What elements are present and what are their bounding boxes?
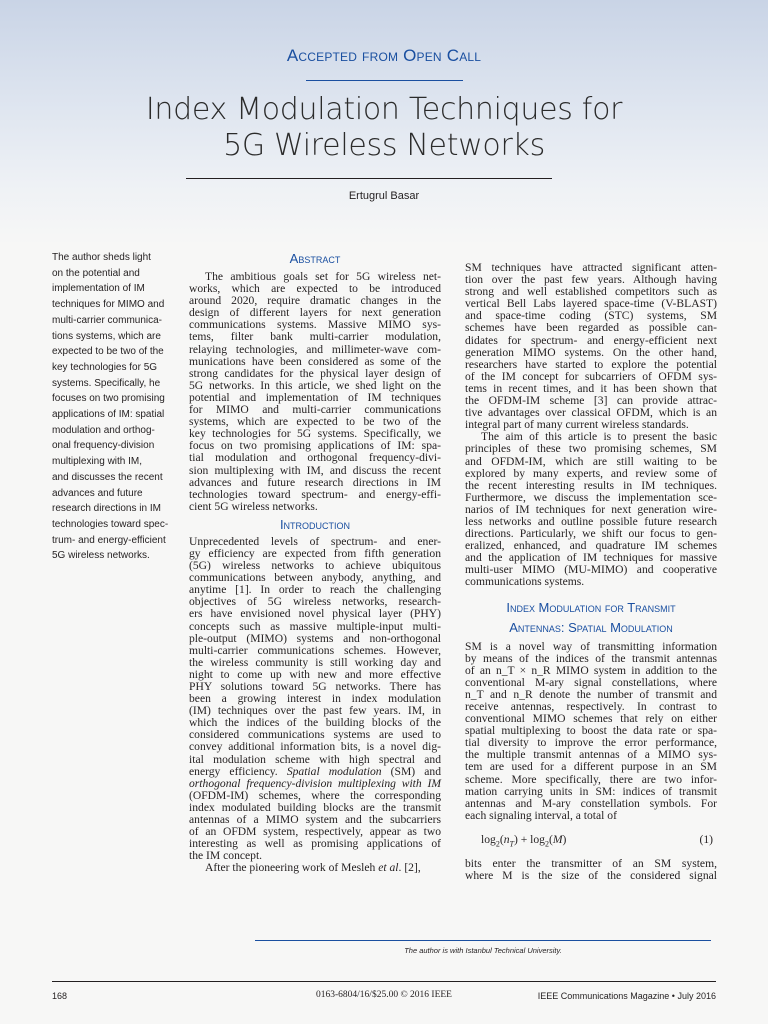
- text-line: communications systems.: [465, 575, 585, 589]
- sm-paragraph: [465, 641, 717, 822]
- text-line: researchers have started to explore the potential: [465, 357, 717, 371]
- text-line: SM is a novel way of transmitting information: [465, 639, 717, 653]
- text-line: for MIMO and multi-carrier communications: [189, 403, 441, 417]
- sidebar-summary: [52, 250, 170, 564]
- text-line: advances and future research directions in IM: [189, 475, 441, 489]
- text-line: considered communications systems are used to: [189, 728, 441, 742]
- text-line: of an n_T × n_R MIMO system in addition to the: [465, 663, 717, 677]
- text-line: tions systems, which are: [52, 330, 161, 342]
- text-line: the OFDM-IM scheme [3] can provide attrac-: [465, 394, 717, 408]
- text-line: mation carrying units in SM: indices of transmit: [465, 784, 717, 798]
- text-line: n_T and n_R denote the number of transmit and: [465, 687, 717, 701]
- text-line: been a growing interest in index modulation: [189, 692, 441, 706]
- text-line: research directions in IM: [52, 503, 161, 515]
- text-line: modulation and orthog-: [52, 424, 155, 436]
- right-paragraph-1: [465, 262, 717, 431]
- text-line: technologies toward spectrum- and energy-effi-: [189, 487, 441, 501]
- text-line: ple-output (MIMO) systems and non-orthogonal: [189, 631, 441, 645]
- after-equation-paragraph: [465, 858, 717, 882]
- text-line: tion over the past few years. Although having: [465, 273, 717, 287]
- text-line: of the IM concept for subcarriers of OFDM sys-: [465, 369, 717, 383]
- right-paragraph-2: [465, 431, 717, 588]
- equation-1: [465, 832, 717, 848]
- text-line: The author sheds light: [52, 252, 151, 263]
- text-line: tem are used for a different purpose in an SM: [465, 760, 717, 774]
- equation-number: (1): [699, 832, 713, 846]
- affiliation-rule: [255, 940, 711, 941]
- text-line: systems. Specifically, he: [52, 377, 161, 389]
- text-line: receive antennas, respectively. In contrast to: [465, 700, 717, 713]
- text-line: around 2020, require dramatic changes in the: [189, 294, 441, 308]
- abstract-heading: Abstract: [289, 251, 341, 266]
- text-line: antennas and M-ary constellation symbols. For: [465, 796, 717, 810]
- italic-term: Spatial modulation: [286, 764, 382, 778]
- author-name: Ertugrul Basar: [348, 190, 420, 202]
- text-line: interesting as well as promising applications of: [189, 837, 441, 851]
- text-line: by means of the indices of the transmit antennas: [465, 651, 717, 665]
- text-line: The ambitious goals set for 5G wireless net-: [205, 270, 441, 283]
- text-line: focuses on two promising: [52, 393, 165, 405]
- title-rule: [186, 178, 552, 179]
- text-line: ers have envisioned novel physical layer (PHY): [189, 607, 441, 621]
- text-line: sion multiplexing with IM, and discuss the recent: [189, 463, 441, 477]
- text-run: . [2],: [398, 861, 421, 875]
- text-line: works, which are expected to be introduced: [189, 282, 441, 296]
- text-line: and the application of IM techniques for massive: [465, 551, 717, 565]
- text-line: vertical Bell Labs layered space-time (V-BLAST): [465, 297, 717, 311]
- text-line: less networks and outline possible future research: [465, 514, 717, 528]
- right-column: [465, 262, 717, 882]
- page-number: 168: [52, 991, 68, 1001]
- text-line: the recent interesting results in IM techniques.: [465, 478, 717, 492]
- journal-info: IEEE Communications Magazine • July 2016: [537, 991, 716, 1001]
- text-run: energy efficiency.: [189, 764, 287, 778]
- sm-heading: [465, 598, 717, 638]
- text-line: design of different layers for next generation: [189, 306, 441, 320]
- text-line: which the indices of the building blocks of the: [189, 716, 441, 730]
- section-kicker: Accepted from Open Call: [286, 46, 482, 65]
- text-line: communications between anybody, anything, and: [189, 571, 441, 585]
- text-line: where M is the size of the considered signal: [465, 869, 717, 883]
- title-line-2: 5G Wireless Networks: [223, 128, 545, 163]
- text-line: strong and well established competitors such as: [465, 285, 717, 299]
- text-line: techniques for MIMO and: [52, 299, 165, 311]
- text-line: and discusses the recent: [52, 471, 163, 483]
- italic-term: et al: [378, 861, 399, 875]
- introduction-heading: Introduction: [279, 516, 351, 532]
- footer-rule: [52, 981, 716, 982]
- text-line: systems, which are expected to be two of the: [189, 415, 441, 429]
- text-line: didates for spectrum- and energy-efficient next: [465, 333, 717, 347]
- sidebar-paragraph: [52, 250, 170, 564]
- italic-term: orthogonal frequency-division multiplexing with IM: [189, 776, 441, 790]
- text-line: and OFDM-IM, which are still waiting to be: [465, 454, 717, 468]
- text-line: PHY solutions toward 5G networks. There has: [189, 680, 441, 693]
- article-title: [0, 92, 768, 164]
- abstract-paragraph: [189, 271, 441, 513]
- text-line: antennas of a MIMO system and the subcarriers: [189, 813, 441, 827]
- text-line: on the potential and: [52, 267, 140, 279]
- text-line: multi-carrier communications schemes. However,: [189, 643, 441, 657]
- text-line: onal frequency-division: [52, 440, 155, 452]
- text-line: conventional M-ary signal constellations, where: [465, 675, 717, 689]
- text-line: tems, filter bank multi-carrier modulation,: [189, 330, 441, 344]
- text-line: directions. Particularly, we shift our focus to gen-: [465, 527, 717, 541]
- text-line: the wireless community is still working day and: [189, 655, 441, 669]
- text-line: multiplexing with IM,: [52, 456, 143, 468]
- text-line: tems in recent times, and it has been shown that: [465, 381, 717, 395]
- text-line: concepts such as massive multiple-input multi-: [189, 619, 441, 633]
- text-line: multi-user MIMO (MU-MIMO) and cooperative: [465, 563, 717, 577]
- text-line: expected to be two of the: [52, 346, 164, 358]
- text-line: (OFDM-IM) schemes, where the corresponding: [189, 788, 441, 802]
- text-line: applications of IM: spatial: [52, 409, 165, 421]
- text-line: the IM concept.: [189, 849, 263, 863]
- text-line: implementation of IM: [52, 283, 145, 295]
- text-line: scheme. More specifically, there are two infor-: [465, 772, 717, 786]
- kicker-rule: [306, 80, 463, 81]
- text-line: night to come up with new and more effective: [189, 667, 441, 681]
- text-line: bits enter the transmitter of an SM system,: [465, 856, 717, 870]
- text-line: narios of IM techniques for next generation wire-: [465, 502, 717, 516]
- text-line: anytime [1]. In order to reach the challenging: [189, 583, 441, 597]
- text-line: ital modulation scheme with high spectral and: [189, 752, 441, 766]
- text-line: schemes have been regarded as possible can-: [465, 321, 717, 335]
- text-line: 5G wireless networks.: [52, 550, 150, 562]
- text-line: objectives of 5G wireless networks, research-: [189, 595, 441, 609]
- text-line: tial modulation and orthogonal frequency-divi-: [189, 451, 441, 465]
- text-line: conventional MIMO schemes that rely on either: [465, 712, 717, 726]
- text-line: communications systems. Massive MIMO sys-: [189, 318, 441, 332]
- text-line: potential and implementation of IM techniques: [189, 390, 441, 404]
- text-line: spatial multiplexing to boost the data rate or spa-: [465, 724, 717, 738]
- text-line: the multiple transmit antennas of a MIMO sys-: [465, 748, 717, 762]
- text-line: advances and future: [52, 487, 143, 499]
- text-line: (IM) techniques over the past few years. IM, in: [189, 704, 441, 718]
- text-line: [189, 862, 441, 874]
- text-line: trum- and energy-efficient: [52, 534, 166, 546]
- text-run: (SM) and: [381, 764, 441, 778]
- text-run: After the pioneering work of Mesleh: [205, 861, 379, 875]
- text-line: strong candidates for the physical layer design of: [189, 366, 441, 380]
- text-line: Furthermore, we discuss the implementation sce-: [465, 490, 717, 504]
- text-line: The aim of this article is to present the basic: [481, 430, 717, 444]
- text-line: explored by many experts, and review some of: [465, 466, 717, 480]
- issn-line: 0163-6804/16/$25.00 © 2016 IEEE: [316, 990, 452, 1000]
- text-line: focus on two promising applications of IM: spa-: [189, 439, 441, 453]
- title-line-1: Index Modulation Techniques for: [145, 92, 623, 127]
- text-line: gy efficiency are expected from fifth generation: [189, 546, 441, 560]
- text-line: multi-carrier communica-: [52, 314, 163, 326]
- text-line: munications have been considered as some of the: [189, 354, 441, 368]
- text-line: technologies toward spec-: [52, 518, 169, 530]
- text-line: Unprecedented levels of spectrum- and ener-: [189, 534, 441, 548]
- text-line: convey additional information bits, is a novel dig-: [189, 740, 441, 754]
- text-line: cient 5G wireless networks.: [189, 499, 318, 513]
- text-line: generation MIMO systems. On the other hand,: [465, 345, 717, 359]
- left-column: [189, 250, 441, 875]
- introduction-paragraph: [189, 536, 441, 875]
- sm-heading-line-1: Index Modulation for Transmit: [506, 599, 676, 615]
- text-line: of an OFDM system, respectively, appear as two: [189, 825, 441, 839]
- text-line: relaying technologies, and millimeter-wave com-: [189, 342, 441, 356]
- text-line: tive advantages over classical OFDM, which is an: [465, 406, 717, 420]
- text-line: integral part of many current wireless standards.: [465, 418, 689, 432]
- equation-expression: $\log_2(n_T) + \log_2(M)$: [481, 832, 567, 849]
- text-line: 5G networks. In this article, we shed light on the: [189, 378, 441, 392]
- text-line: eralized, enhanced, and quadrature IM schemes: [465, 539, 717, 553]
- text-line: and space-time coding (STC) systems, SM: [465, 309, 717, 323]
- text-line: index modulated building blocks are the transmit: [189, 800, 441, 814]
- text-line: each signaling interval, a total of: [465, 808, 617, 822]
- text-line: key technologies for 5G systems. Specifically, we: [189, 427, 441, 441]
- text-line: SM techniques have attracted significant atten-: [465, 261, 717, 274]
- text-line: key technologies for 5G: [52, 361, 158, 373]
- text-line: principles of these two promising schemes, SM: [465, 442, 717, 456]
- text-line: (5G) wireless networks to achieve ubiquitous: [189, 559, 441, 573]
- text-line: tial diversity to improve the error performance,: [465, 736, 717, 750]
- author-affiliation: The author is with Istanbul Technical University.: [404, 946, 562, 955]
- sm-heading-line-2: Antennas: Spatial Modulation: [509, 619, 673, 635]
